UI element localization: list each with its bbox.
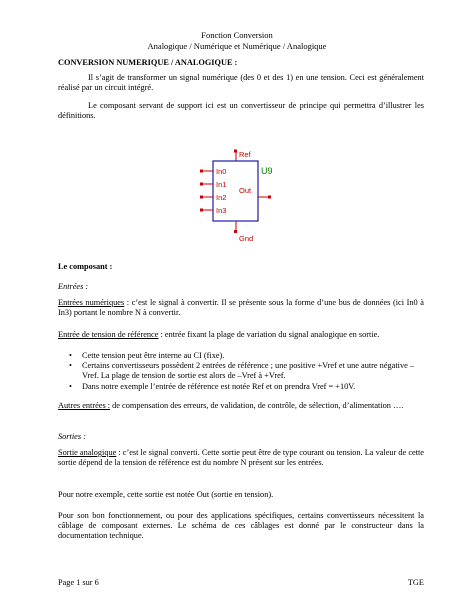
out-pin-label: Out	[239, 186, 252, 195]
document-subtitle: Analogique / Numérique et Numérique / Analogique	[147, 41, 327, 51]
reference-paragraph	[58, 330, 424, 340]
bullet-icon: •	[69, 361, 72, 371]
input-pin-dot	[200, 183, 203, 186]
ref-pin-label: Ref	[239, 150, 251, 159]
sortie-analogique-label: Sortie analogique	[58, 448, 117, 457]
sortie-analogique-paragraph	[58, 448, 424, 468]
input-pin-dot	[200, 196, 203, 199]
intro-paragraph-1: Il s’agit de transformer un signal numérique (des 0 et des 1) en une tension. Ceci est généralement réalisé par un circuit intégré.	[58, 73, 424, 93]
gnd-pin-label: Gnd	[239, 234, 254, 243]
component-designator: U9	[261, 166, 273, 176]
intro-paragraph-2: Le composant servant de support ici est un convertisseur de principe qui permettra d’illustrer les définitions.	[58, 101, 424, 121]
bullet-item: • Cette tension peut être interne au CI (fixe).	[69, 351, 225, 360]
entrees-numeriques-label: Entrées numériques	[58, 298, 125, 307]
page-number: Page 1 sur 6	[58, 578, 99, 587]
input-pin-dot	[200, 170, 203, 173]
dac-schematic	[196, 148, 296, 246]
input-pin-label-0: In0	[216, 167, 227, 176]
reference-text: : entrée fixant la plage de variation du signal analogique en sortie.	[158, 330, 380, 339]
section-title: CONVERSION NUMERIQUE / ANALOGIQUE :	[58, 58, 238, 67]
reference-bullet-list	[58, 351, 424, 392]
gnd-pin	[234, 221, 237, 233]
ref-pin	[234, 150, 237, 162]
out-pin	[258, 196, 271, 199]
entrees-numeriques-text: : c’est le signal à convertir. Il se présente sous la forme d’une bus de données (ici In0 à In3) portant le nombre N à convertir.	[58, 298, 424, 318]
bullet-icon: •	[69, 381, 72, 391]
input-pins	[202, 171, 213, 210]
reference-label: Entrée de tension de référence	[58, 330, 159, 339]
composant-heading: Le composant :	[58, 262, 113, 271]
entrees-numeriques-paragraph	[58, 298, 424, 318]
autres-entrees-paragraph	[58, 401, 424, 411]
bullet-item: • Dans notre exemple l’entrée de référence est notée Ref et on prendra Vref = +10V.	[69, 381, 356, 391]
bullet-item: • Certains convertisseurs possèdent 2 entrées de référence ; une positive +Vref et une autre négative –Vref. La plage de tension de sortie est alors de –Vref à +Vref.	[69, 361, 415, 381]
sorties-heading: Sorties :	[58, 432, 86, 441]
autres-entrees-label: Autres entrées :	[58, 401, 111, 410]
autres-entrees-text: de compensation des erreurs, de validation, de contrôle, de sélection, d’alimentation ….	[110, 401, 404, 410]
input-pin-dot	[200, 209, 203, 212]
bullet-icon: •	[69, 351, 72, 360]
footer-label: TGE	[407, 578, 424, 587]
fonctionnement-paragraph: Pour son bon fonctionnement, ou pour des applications spécifiques, certains convertisseurs nécessitent la câblage de composant externes. Le schéma de ces câblages est donné par le constructeur dans la documentation technique.	[58, 511, 424, 541]
input-pin-label-1: In1	[216, 180, 227, 189]
input-pin-label-3: In3	[216, 206, 227, 215]
sortie-analogique-text: : c’est le signal converti. Cette sortie peut être de type courant ou tension. La valeur de cette sortie dépend de la tension de référence est du nombre N présent sur les entrées.	[58, 448, 424, 468]
document-title: Fonction Conversion	[201, 30, 273, 40]
out-note-paragraph: Pour notre exemple, cette sortie est notée Out (sortie en tension).	[58, 490, 274, 499]
input-pin-label-2: In2	[216, 193, 227, 202]
entrees-heading: Entrées :	[58, 282, 89, 291]
